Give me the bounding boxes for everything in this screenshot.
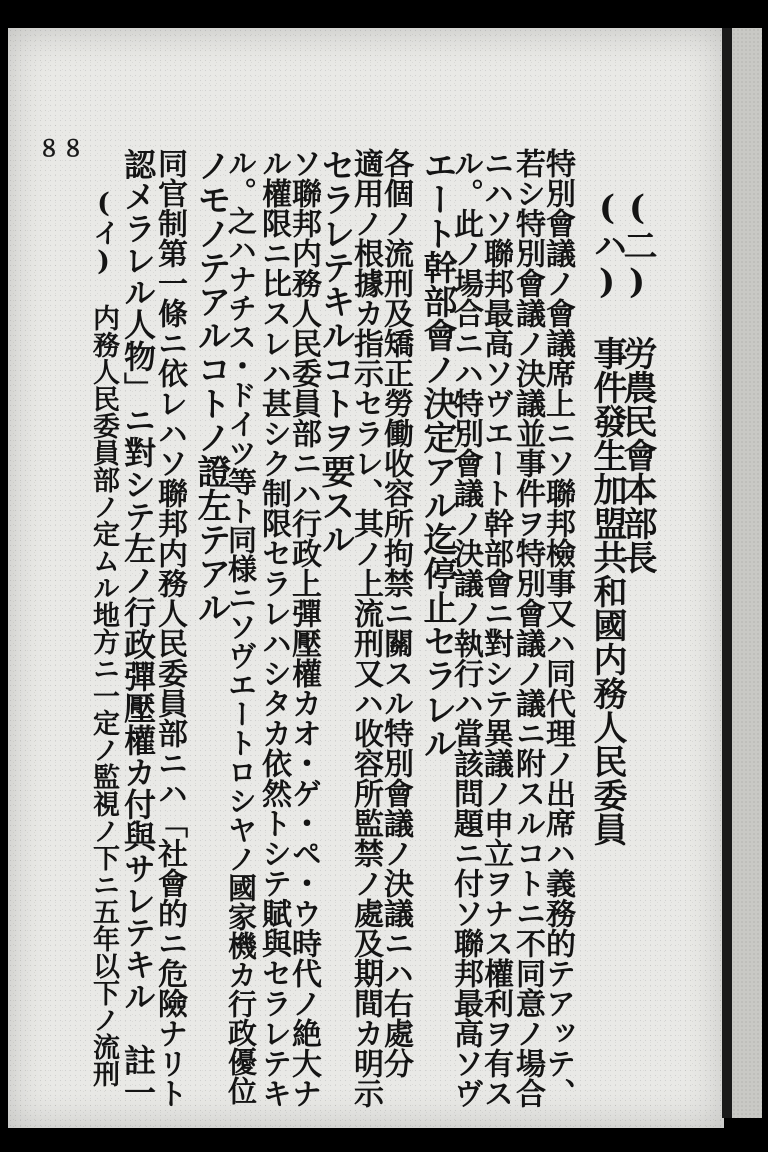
text-column: ニハソ聯邦最高ソヴエート幹部會ニ對シテ異議ノ申立ヲナス權利ヲ有ス [478, 148, 513, 1108]
text-column: 同官制第一條ニ依レハソ聯邦内務人民委員部ニハ「社會的ニ危險ナリト [152, 148, 187, 1108]
text-column: (イ) 内務人民委員部ノ定ムル地方ニ一定ノ監視ノ下ニ五年以下ノ流刑 [88, 188, 119, 1087]
text-column: 特別會議ノ會議席上ニソ聯邦檢事又ハ同代理ノ出席ハ義務的テアッテ、 [540, 148, 575, 1108]
page-edge-shadow [722, 28, 732, 1118]
text-column: (ハ) 事件發生加盟共和國内務人民委員 [587, 188, 627, 846]
text-column: ル權限ニ比スレハ甚シク制限セラレハシタカ依然トシテ賦與セラレテキ [256, 148, 291, 1108]
adjacent-page-strip [732, 28, 762, 1118]
text-column: 若シ特別會議ノ決議並事件ヲ特別會議ノ議ニ附スルコトニ不同意ノ場合 [510, 148, 545, 1108]
text-column: セラレテキルコトヲ要スル [315, 148, 355, 556]
scanned-page [8, 28, 724, 1128]
text-column: 各個ノ流刑及矯正勞働收容所拘禁ニ關スル特別會議ノ決議ニハ右處分 [378, 148, 413, 1078]
text-column: ノモノテアルコトノ證左テアル [191, 148, 231, 624]
text-column: ソ聯邦内務人民委員部ニハ行政上彈壓權カオ・ゲ・ペ・ウ時代ノ絶大ナ [286, 148, 321, 1108]
text-column: ル。此ノ場合ニハ特別會議ノ決議ノ執行ハ當該問題ニ付ソ聯邦最高ソヴ [448, 148, 483, 1108]
text-column: 適用ノ根據カ指示セラレ、其ノ上流刑又ハ收容所監禁ノ處及期間カ明示 [348, 148, 383, 1108]
text-column: 認メラレル人物」ニ對シテ左ノ行政彈壓權カ付與サレテキル 註一 [119, 148, 157, 1108]
page-number: ８８ [38, 136, 87, 162]
text-column: エート幹部會ノ決定アル迄停止セラレル [417, 148, 457, 760]
text-column: (二) 労農民會本部長 [617, 188, 657, 574]
text-column: ル。之ハナチス・ドイツ等ト同様ニソヴエートロシヤノ國家機カ行政優位 [224, 148, 258, 1105]
